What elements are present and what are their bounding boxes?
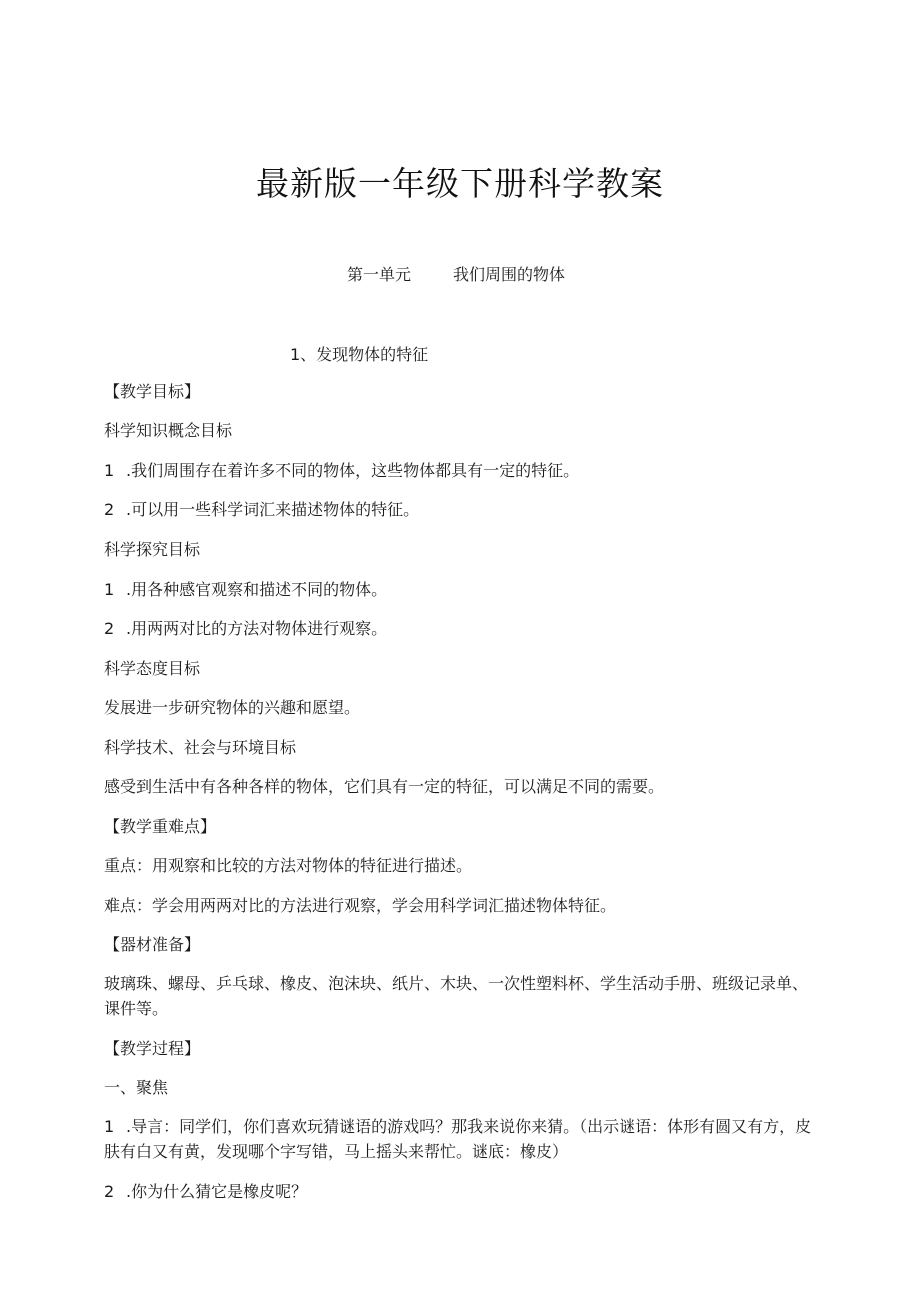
process-step-1: [104, 1114, 816, 1164]
document-title: 最新版一年级下册科学教案: [256, 164, 664, 203]
item-number: 1: [104, 580, 115, 599]
materials-heading: 【器材准备】: [104, 935, 201, 954]
item-number: 1: [104, 461, 115, 480]
item-text: .我们周围存在着许多不同的物体，这些物体都具有一定的特征。: [126, 461, 580, 480]
item-number: 2: [104, 1182, 115, 1201]
process-step-2: [104, 1182, 307, 1202]
item-text: .用两两对比的方法对物体进行观察。: [126, 619, 388, 638]
sts-text: 感受到生活中有各种各样的物体，它们具有一定的特征，可以满足不同的需要。: [104, 777, 665, 796]
attitude-heading: 科学态度目标: [104, 659, 201, 678]
item-text: .导言：同学们，你们喜欢玩猜谜语的游戏吗？那我来说你来猜。（出示谜语：体形有圆又有方，皮肤有白又有黄，发现哪个字写错，马上摇头来帮忙。谜底：橡皮）: [104, 1117, 812, 1161]
process-heading: 【教学过程】: [104, 1039, 201, 1058]
knowledge-heading: 科学知识概念目标: [104, 421, 233, 440]
keypoint-text: 重点：用观察和比较的方法对物体的特征进行描述。: [104, 856, 473, 875]
item-text: .你为什么猜它是橡皮呢？: [126, 1182, 308, 1201]
inquiry-heading: 科学探究目标: [104, 540, 201, 559]
inquiry-item-1: [104, 580, 387, 600]
keypoints-heading: 【教学重难点】: [104, 817, 217, 836]
knowledge-item-2: [104, 500, 419, 520]
lesson-title: 1、发现物体的特征: [290, 345, 429, 364]
knowledge-item-1: [104, 461, 579, 481]
item-number: 1: [104, 1117, 115, 1136]
materials-text: 玻璃珠、螺母、乒乓球、橡皮、泡沫块、纸片、木块、一次性塑料杯、学生活动手册、班级记录单、课件等。: [104, 974, 809, 1018]
item-text: .可以用一些科学词汇来描述物体的特征。: [126, 500, 420, 519]
focus-heading: 一、聚焦: [104, 1078, 169, 1097]
attitude-text: 发展进一步研究物体的兴趣和愿望。: [104, 698, 361, 717]
item-text: .用各种感官观察和描述不同的物体。: [126, 580, 388, 599]
item-number: 2: [104, 500, 115, 519]
sts-heading: 科学技术、社会与环境目标: [104, 738, 297, 757]
unit-name: 我们周围的物体: [453, 265, 566, 284]
item-number: 2: [104, 619, 115, 638]
goals-heading: 【教学目标】: [104, 382, 201, 401]
unit-number: 第一单元: [347, 265, 412, 284]
inquiry-item-2: [104, 619, 387, 639]
difficulty-text: 难点：学会用两两对比的方法进行观察，学会用科学词汇描述物体特征。: [104, 896, 617, 915]
